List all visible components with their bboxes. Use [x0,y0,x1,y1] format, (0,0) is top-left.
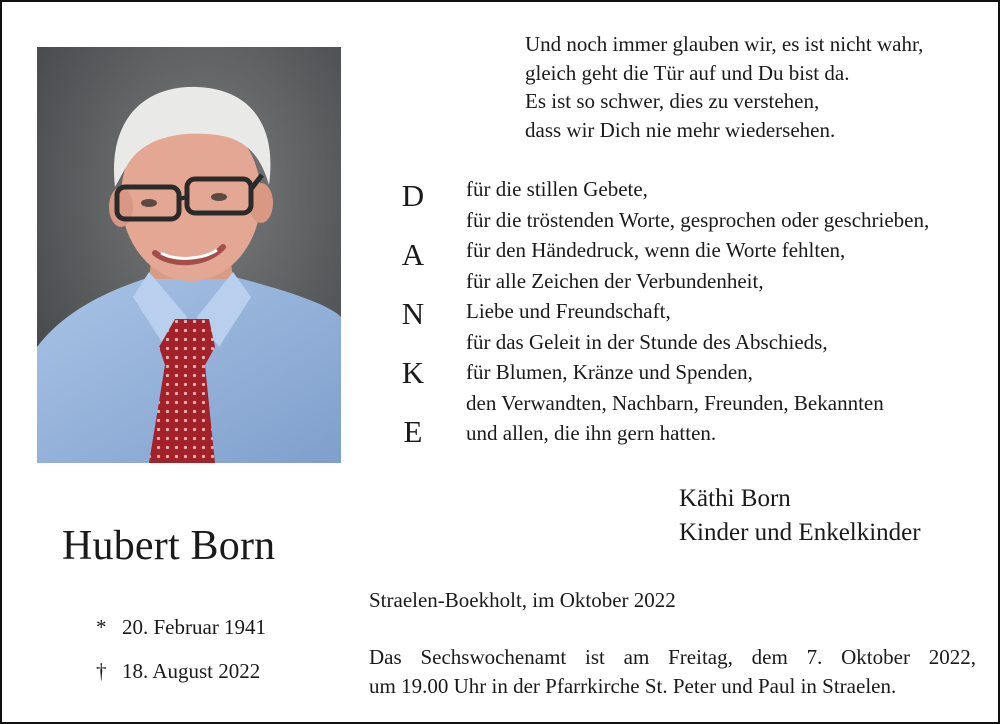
thanks-line: und allen, die ihn gern hatten. [466,421,717,445]
memorial-verse [525,30,923,144]
thanks-line: Liebe und Freundschaft, [466,299,671,323]
thanks-list [466,174,929,449]
thanks-line: für die stillen Gebete, [466,177,648,201]
thanks-line: für die tröstenden Worte, gesprochen oder geschrieben, [466,207,930,232]
danke-letter: N [401,296,425,331]
danke-letter: D [401,178,425,213]
danke-letter: K [401,355,425,390]
birth-date: 20. Februar 1941 [122,614,267,639]
death-date: 18. August 2022 [122,658,261,683]
verse-line: Es ist so schwer, dies zu verstehen, [525,89,820,113]
death-date-row [96,649,266,693]
mass-line: Das Sechswochenamt ist am Freitag, dem 7. Oktober 2022, [369,645,976,669]
verse-line: gleich geht die Tür auf und Du bist da. [525,60,850,85]
verse-line: Und noch immer glauben wir, es ist nicht wahr, [525,32,924,56]
danke-letter: E [403,414,423,449]
verse-line: dass wir Dich nie mehr wiedersehen. [525,117,836,142]
mass-line: um 19.00 Uhr in der Pfarrkirche St. Peter und Paul in Straelen. [369,674,897,698]
life-dates [96,605,266,693]
thanks-line: für das Geleit in der Stunde des Abschieds, [466,329,828,354]
thanks-line: den Verwandten, Nachbarn, Freunden, Bekannten [466,390,884,415]
family-line: Käthi Born [679,485,791,512]
portrait-photo [37,47,341,463]
birth-star-icon: * [96,614,107,639]
family-line: Kinder und Enkelkinder [679,519,921,546]
thanks-line: für den Händedruck, wenn die Worte fehlten, [466,238,846,262]
danke-letter: A [401,237,425,272]
thanks-line: für Blumen, Kränze und Spenden, [466,360,753,384]
family-signature [679,482,921,550]
place-and-date: Straelen-Boekholt, im Oktober 2022 [369,588,676,612]
thanks-line: für alle Zeichen der Verbundenheit, [466,268,764,293]
deceased-name: Hubert Born [62,523,276,569]
death-cross-icon: † [96,658,107,683]
birth-date-row [96,605,266,649]
mass-announcement [369,643,976,701]
